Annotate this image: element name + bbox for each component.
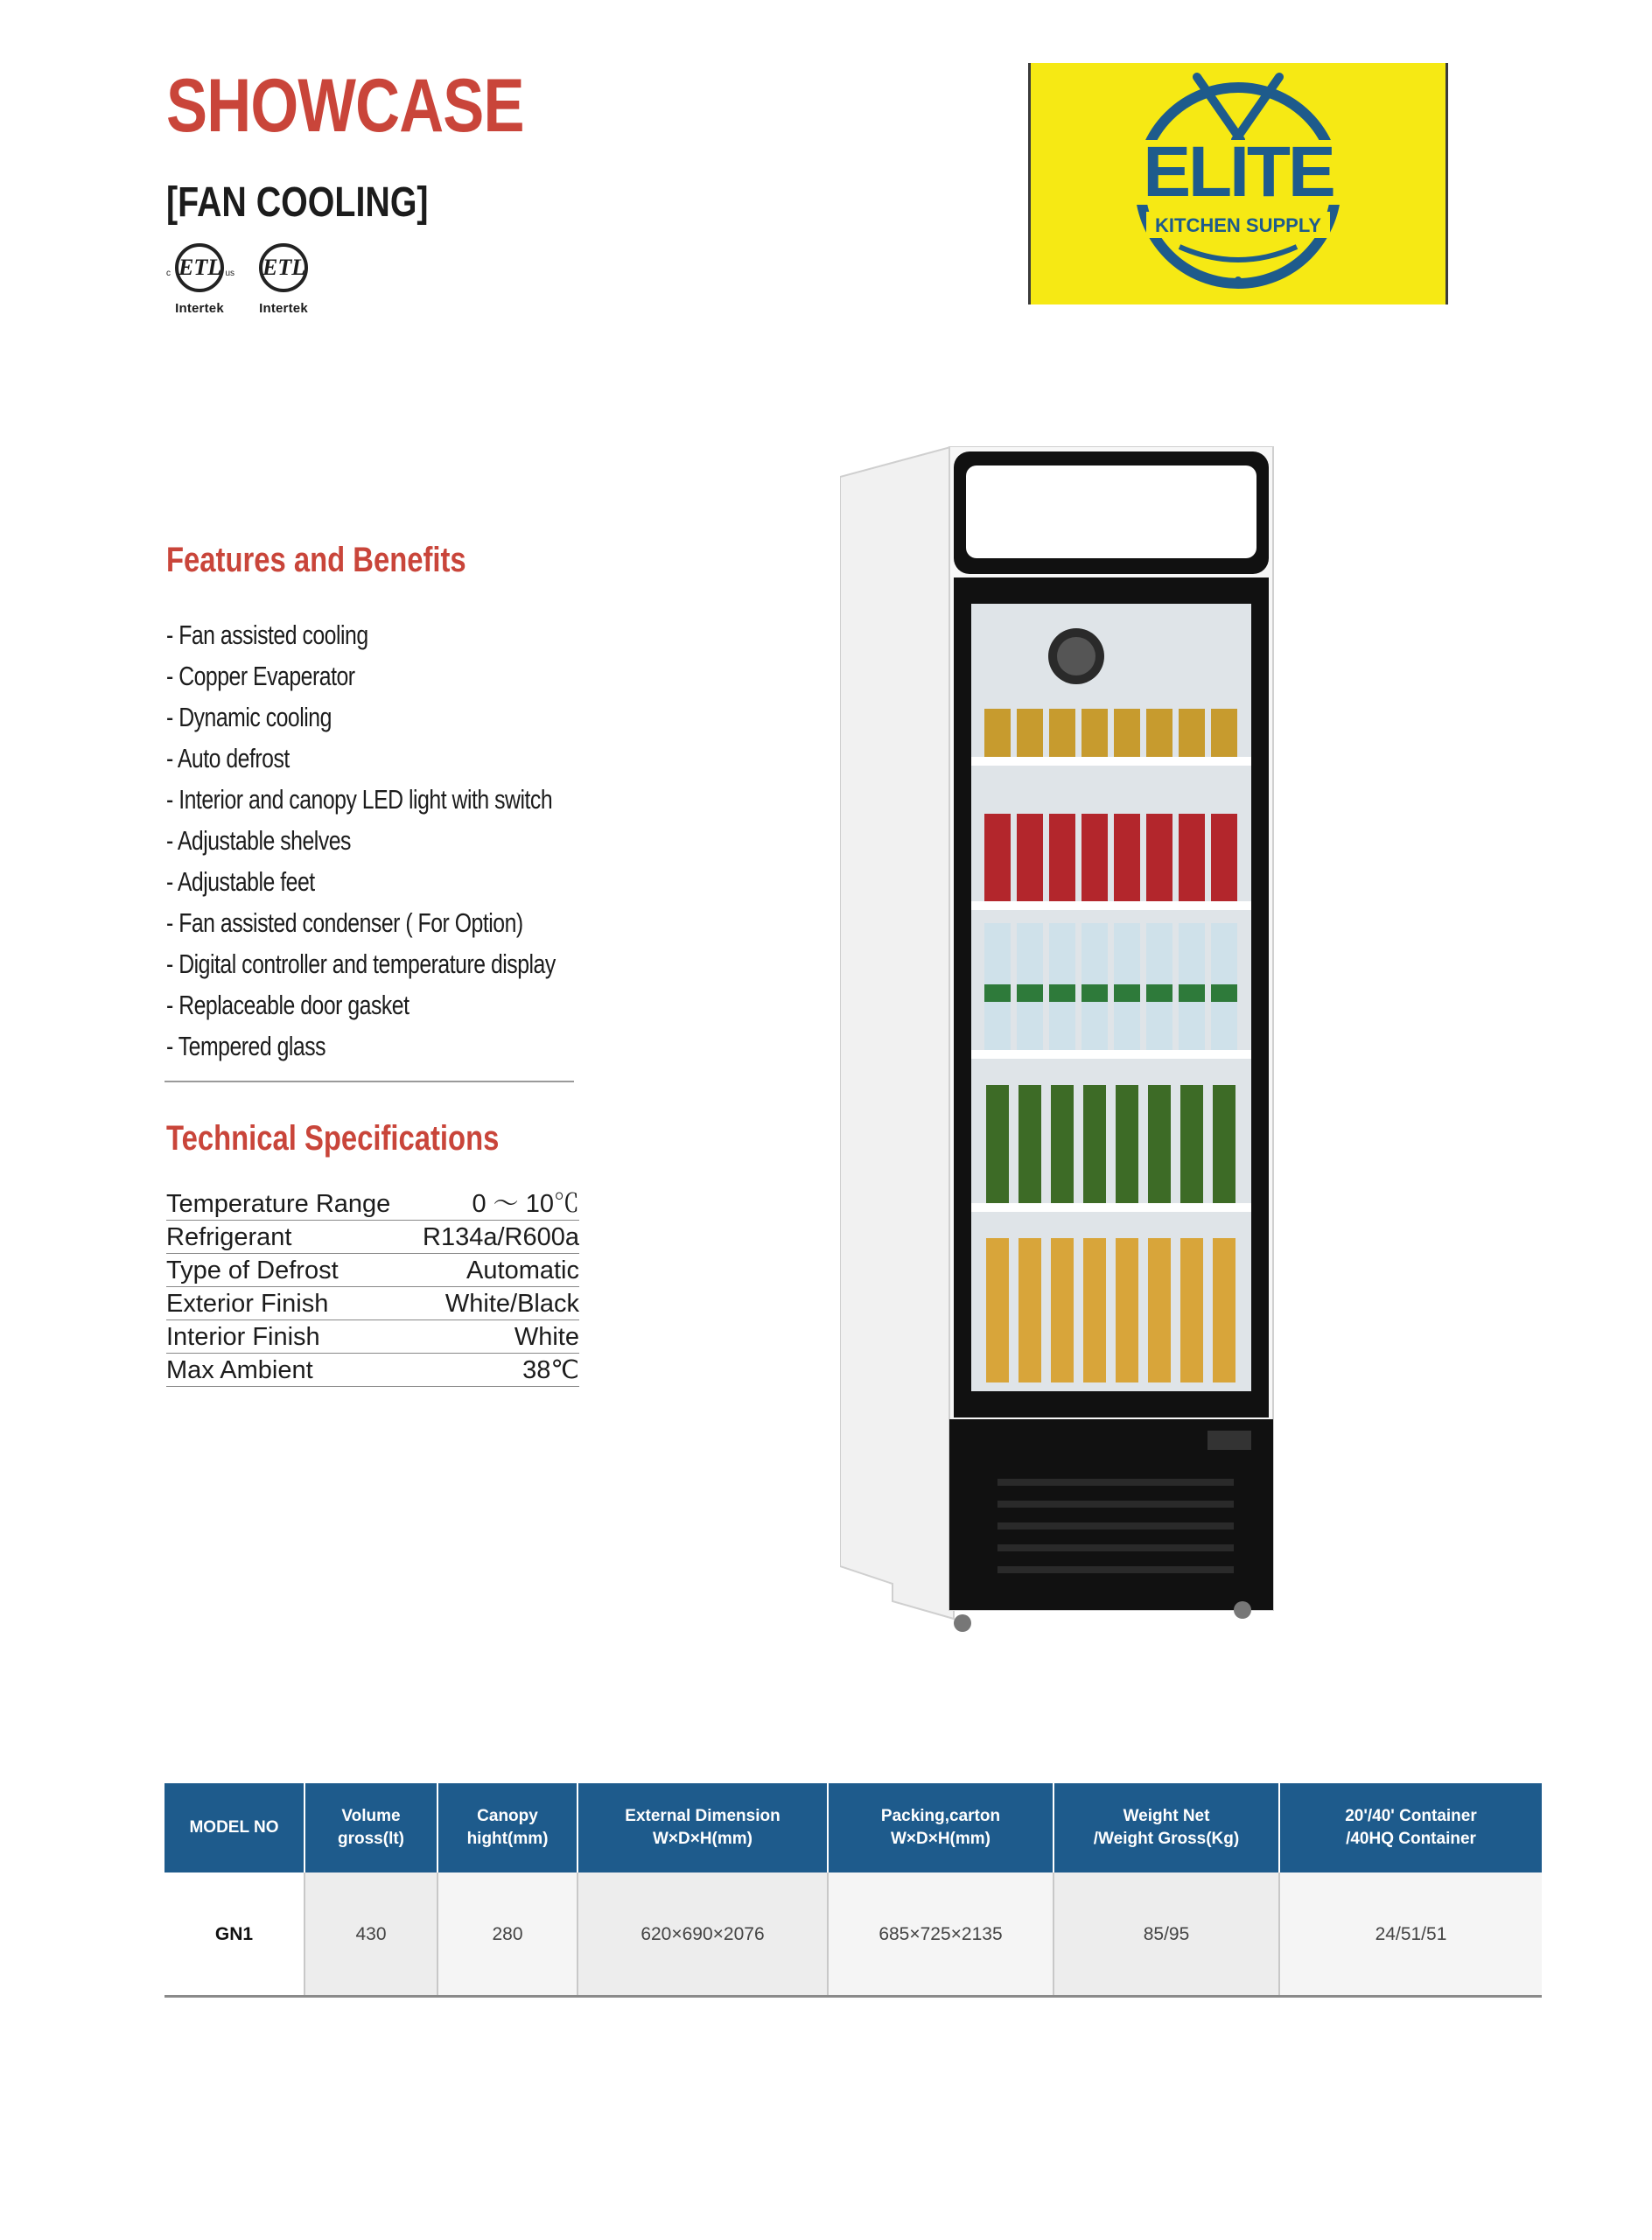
feature-item: - Replaceable door gasket: [166, 990, 410, 1020]
column-header: Weight Net /Weight Gross(Kg): [1054, 1783, 1279, 1872]
feature-item: - Adjustable shelves: [166, 825, 351, 856]
column-header: 20'/40' Container /40HQ Container: [1279, 1783, 1542, 1872]
etl-certification-mark-2: [248, 243, 318, 331]
spec-row: [166, 1221, 579, 1254]
table-header-row: [164, 1783, 1542, 1872]
spec-row: [166, 1187, 579, 1221]
spec-value: 38℃: [522, 1356, 579, 1384]
product-spec-table: [164, 1783, 1542, 1997]
table-row: [164, 1872, 1542, 1997]
specs-table: [166, 1187, 579, 1387]
elite-logo-icon: [1031, 63, 1446, 304]
feature-item: - Auto defrost: [166, 743, 290, 774]
beverage-cooler-icon: [840, 446, 1330, 1641]
table-cell-external-dimension: 620×690×2076: [578, 1872, 828, 1997]
table-cell-container: 24/51/51: [1279, 1872, 1542, 1997]
specs-heading: Technical Specifications: [166, 1119, 500, 1158]
feature-item: - Dynamic cooling: [166, 702, 332, 732]
features-heading: Features and Benefits: [166, 541, 466, 579]
spec-value: 0 ～ 10℃: [472, 1190, 579, 1218]
spec-row: [166, 1254, 579, 1287]
column-header: Canopy hight(mm): [438, 1783, 578, 1872]
feature-item: - Copper Evaperator: [166, 661, 355, 691]
column-header: External Dimension W×D×H(mm): [578, 1783, 828, 1872]
etl-logo-icon: ETL: [175, 243, 224, 292]
table-cell-weight: 85/95: [1054, 1872, 1279, 1997]
spec-row: [166, 1354, 579, 1387]
spec-value: Automatic: [466, 1256, 579, 1284]
product-image: [840, 446, 1330, 1641]
spec-label: Refrigerant: [166, 1223, 292, 1251]
column-header: Packing,carton W×D×H(mm): [828, 1783, 1054, 1872]
logo-wordmark: ELITE: [1143, 132, 1334, 212]
spec-label: Interior Finish: [166, 1323, 320, 1351]
spec-value: White/Black: [444, 1290, 579, 1318]
etl-c-mark: c: [166, 269, 171, 278]
feature-item: - Fan assisted cooling: [166, 620, 368, 650]
feature-item: - Digital controller and temperature display: [166, 948, 556, 979]
page-subtitle: [FAN COOLING]: [166, 179, 429, 226]
etl-us-mark: us: [225, 269, 234, 278]
section-divider: [164, 1081, 574, 1082]
column-header: MODEL NO: [164, 1783, 304, 1872]
feature-item: - Fan assisted condenser ( For Option): [166, 907, 523, 938]
elite-kitchen-supply-logo: [1028, 63, 1448, 304]
spec-value: White: [514, 1323, 579, 1351]
etl-logo-icon: ETL: [259, 243, 308, 292]
spec-row: [166, 1320, 579, 1354]
certification-label: Intertek: [175, 301, 224, 316]
spec-label: Exterior Finish: [166, 1290, 329, 1318]
spec-row: [166, 1287, 579, 1320]
feature-item: - Adjustable feet: [166, 866, 315, 897]
table-cell-volume: 430: [304, 1872, 438, 1997]
page-title: SHOWCASE: [166, 64, 524, 148]
feature-item: - Tempered glass: [166, 1031, 326, 1061]
logo-tagline: KITCHEN SUPPLY: [1155, 214, 1321, 236]
certification-label: Intertek: [259, 301, 308, 316]
table-bottom-rule: [164, 1995, 1542, 1998]
table-cell-canopy: 280: [438, 1872, 578, 1997]
table-cell-packing: 685×725×2135: [828, 1872, 1054, 1997]
spec-label: Temperature Range: [166, 1190, 391, 1218]
spec-value: R134a/R600a: [423, 1223, 579, 1251]
feature-item: - Interior and canopy LED light with switch: [166, 784, 553, 815]
column-header: Volume gross(lt): [304, 1783, 438, 1872]
table-cell-model: GN1: [164, 1872, 304, 1997]
spec-label: Max Ambient: [166, 1356, 313, 1384]
spec-label: Type of Defrost: [166, 1256, 339, 1284]
features-list: [166, 614, 653, 1067]
etl-certification-mark-1: [164, 243, 234, 331]
